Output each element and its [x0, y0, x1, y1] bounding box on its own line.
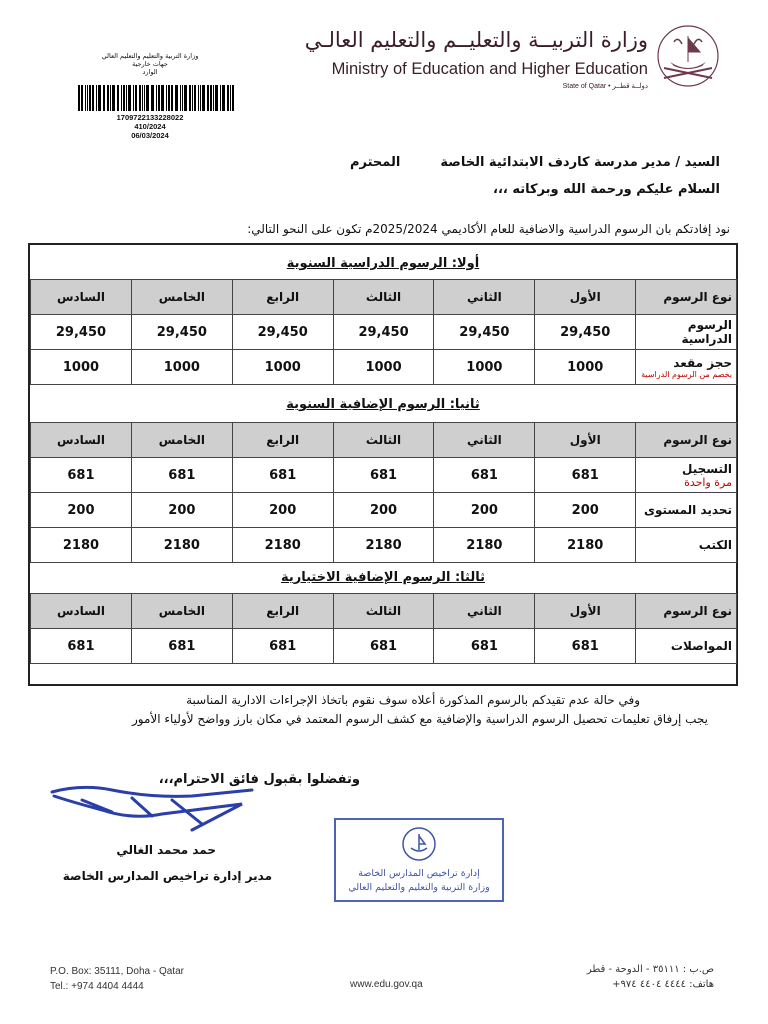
- barcode-bar: [158, 85, 160, 111]
- closing-line: وتفضلوا بقبول فائق الاحترام،،،: [158, 772, 360, 787]
- barcode-bar: [215, 85, 218, 111]
- ministry-name-english: Ministry of Education and Higher Education: [331, 60, 648, 78]
- barcode-bar: [128, 85, 131, 111]
- stamp-line: وزارة التربية والتعليم والتعليم العالي: [101, 52, 199, 60]
- barcode-bar: [81, 85, 83, 111]
- header-cell: الخامس: [131, 280, 232, 315]
- barcode-bar: [121, 85, 122, 111]
- barcode-bar: [133, 85, 134, 111]
- row-label: المواصلات: [636, 629, 737, 664]
- table-cell: 2180: [333, 528, 434, 563]
- barcode-bar: [78, 85, 80, 111]
- table-cell: 29,450: [434, 315, 535, 350]
- barcode-bar: [227, 85, 229, 111]
- header-cell: الخامس: [131, 594, 232, 629]
- reference-number: 410/2024: [134, 122, 166, 131]
- qatar-emblem-icon: [652, 22, 724, 92]
- stamp-emblem-icon: [401, 826, 437, 862]
- greeting: السلام عليكم ورحمة الله وبركاته ،،،: [493, 182, 720, 197]
- barcode-bar: [107, 85, 109, 111]
- barcode-bar: [135, 85, 137, 111]
- barcode-bar: [98, 85, 101, 111]
- note-line: يجب إرفاق تعليمات تحصيل الرسوم الدراسية والإضافية مع كشف الرسوم المعتمد في مكان بارز وواضح لأولياء الأمور: [131, 712, 708, 726]
- table-cell: 29,450: [131, 315, 232, 350]
- footer-po-box: P.O. Box: 35111, Doha - Qatar: [50, 966, 184, 977]
- table-cell: 2180: [434, 528, 535, 563]
- barcode-bar: [103, 85, 105, 111]
- table-cell: 200: [333, 493, 434, 528]
- header-cell: الأول: [535, 594, 636, 629]
- note-line: وفي حالة عدم تقيدكم بالرسوم المذكورة أعلاه سوف نقوم باتخاذ الإجراءات الادارية المناسبة: [186, 693, 640, 707]
- barcode-bar: [126, 85, 127, 111]
- table-row: [31, 493, 737, 528]
- barcode-bar: [222, 85, 225, 111]
- row-label: التسجيل: [682, 461, 732, 476]
- header-cell: السادس: [31, 594, 132, 629]
- barcode-bar: [96, 85, 97, 111]
- header-cell: نوع الرسوم: [636, 594, 737, 629]
- table-cell: 2180: [131, 528, 232, 563]
- row-note: مرة واحدة: [684, 475, 732, 489]
- header-cell: الثاني: [434, 280, 535, 315]
- header-cell: الثالث: [333, 280, 434, 315]
- table-cell: 1000: [232, 350, 333, 385]
- stamp-line: إدارة تراخيص المدارس الخاصة: [358, 868, 480, 879]
- barcode-bar: [92, 85, 94, 111]
- table-cell: 29,450: [333, 315, 434, 350]
- table-cell: 200: [434, 493, 535, 528]
- signature-icon: [42, 780, 272, 840]
- table-row: [31, 350, 737, 385]
- header-cell: الثاني: [434, 423, 535, 458]
- header-cell: الثاني: [434, 594, 535, 629]
- barcode-bar: [156, 85, 157, 111]
- state-of-qatar-line: State of Qatar • دولــة قطــر: [562, 83, 648, 90]
- ministry-name-arabic: وزارة التربيــة والتعليــم والتعليم العالـي: [304, 28, 648, 52]
- header-cell: الخامس: [131, 423, 232, 458]
- footer-website-link[interactable]: www.edu.gov.qa: [350, 979, 423, 990]
- barcode-bar: [210, 85, 212, 111]
- table-cell: 1000: [434, 350, 535, 385]
- table-cell: 681: [434, 629, 535, 664]
- barcode-bar: [144, 85, 145, 111]
- header-cell: السادس: [31, 423, 132, 458]
- barcode-bar: [161, 85, 164, 111]
- incoming-stamp-text: [0, 52, 300, 76]
- row-label: الكتب: [636, 528, 737, 563]
- stamp-line: الوارد: [142, 68, 158, 76]
- table-cell: 29,450: [232, 315, 333, 350]
- fees-table-additional: [30, 422, 737, 563]
- barcode-bar: [207, 85, 209, 111]
- table-cell: 200: [31, 493, 132, 528]
- barcode-bar: [194, 85, 196, 111]
- row-label: حجز مقعد: [673, 355, 732, 370]
- table-cell: 200: [232, 493, 333, 528]
- table-cell: 681: [535, 458, 636, 493]
- barcode-bar: [182, 85, 183, 111]
- row-note: يخصم من الرسوم الدراسية: [641, 369, 732, 379]
- honorific: المحترم: [350, 155, 401, 170]
- table-cell: 29,450: [535, 315, 636, 350]
- table-cell: 29,450: [31, 315, 132, 350]
- header-cell: نوع الرسوم: [636, 423, 737, 458]
- barcode: [78, 85, 238, 111]
- fees-table-annual: [30, 279, 737, 385]
- header-cell: الثالث: [333, 594, 434, 629]
- table-header-row: [31, 280, 737, 315]
- header-cell: نوع الرسوم: [636, 280, 737, 315]
- barcode-bar: [200, 85, 201, 111]
- barcode-bar: [232, 85, 234, 111]
- official-stamp: [334, 818, 504, 902]
- barcode-bar: [189, 85, 191, 111]
- barcode-number: 1709722133228022: [116, 113, 184, 122]
- barcode-bar: [123, 85, 125, 111]
- footer-telephone: Tel.: +974 4404 4444: [50, 981, 144, 992]
- barcode-bar: [168, 85, 170, 111]
- barcode-bar: [146, 85, 149, 111]
- barcode-bar: [110, 85, 111, 111]
- section-title: ثالثا: الرسوم الإضافية الاختيارية: [280, 570, 486, 585]
- table-cell: 681: [31, 629, 132, 664]
- intro-text: نود إفادتكم بان الرسوم الدراسية والاضافية للعام الأكاديمي 2025/2024م تكون على النحو التالي:: [247, 222, 730, 236]
- table-cell: 2180: [232, 528, 333, 563]
- row-label-cell: [636, 458, 737, 493]
- table-row: [31, 315, 737, 350]
- table-cell: 681: [333, 629, 434, 664]
- table-cell: 681: [131, 629, 232, 664]
- header-cell: الرابع: [232, 280, 333, 315]
- table-cell: 2180: [535, 528, 636, 563]
- addressee: السيد / مدير مدرسة كاردف الابتدائية الخاصة: [440, 155, 720, 170]
- barcode-bar: [192, 85, 193, 111]
- stamp-line: وزارة التربية والتعليم والتعليم العالي: [348, 882, 490, 893]
- footer-po-box-arabic: ص.ب : ٣٥١١١ - الدوحة - قطر: [586, 964, 714, 975]
- table-cell: 681: [232, 629, 333, 664]
- barcode-bar: [117, 85, 119, 111]
- barcode-bar: [171, 85, 173, 111]
- footer-telephone-arabic: هاتف: ٤٤٤٤ ٤٤٠٤ ٩٧٤+: [612, 979, 714, 990]
- barcode-bar: [202, 85, 205, 111]
- table-cell: 681: [232, 458, 333, 493]
- table-cell: 681: [31, 458, 132, 493]
- table-cell: 200: [131, 493, 232, 528]
- table-cell: 1000: [535, 350, 636, 385]
- barcode-bar: [139, 85, 141, 111]
- table-row: [31, 458, 737, 493]
- table-cell: 2180: [31, 528, 132, 563]
- barcode-bar: [166, 85, 167, 111]
- section-title: ثانيا: الرسوم الإضافية السنوية: [286, 397, 480, 412]
- table-header-row: [31, 594, 737, 629]
- header-cell: الأول: [535, 280, 636, 315]
- table-row: [31, 629, 737, 664]
- barcode-bar: [89, 85, 91, 111]
- signatory-name: حمد محمد الغالي: [116, 843, 216, 857]
- table-cell: 681: [535, 629, 636, 664]
- table-cell: 681: [131, 458, 232, 493]
- row-label: الرسوم الدراسية: [636, 315, 737, 350]
- letter-date: 06/03/2024: [131, 131, 169, 140]
- fees-table-optional: [30, 593, 737, 664]
- barcode-bar: [180, 85, 181, 111]
- barcode-bar: [175, 85, 178, 111]
- table-cell: 1000: [131, 350, 232, 385]
- header-cell: الرابع: [232, 594, 333, 629]
- row-label-cell: [636, 350, 737, 385]
- header-cell: الثالث: [333, 423, 434, 458]
- barcode-bar: [112, 85, 115, 111]
- barcode-bar: [151, 85, 154, 111]
- table-row: [31, 528, 737, 563]
- header-cell: السادس: [31, 280, 132, 315]
- barcode-bar: [213, 85, 214, 111]
- barcode-bar: [220, 85, 221, 111]
- table-cell: 1000: [333, 350, 434, 385]
- barcode-bar: [198, 85, 199, 111]
- table-cell: 1000: [31, 350, 132, 385]
- barcode-bar: [230, 85, 231, 111]
- table-header-row: [31, 423, 737, 458]
- stamp-line: جهات خارجية: [132, 60, 168, 68]
- table-cell: 681: [333, 458, 434, 493]
- barcode-bar: [87, 85, 88, 111]
- table-cell: 200: [535, 493, 636, 528]
- signatory-title: مدير إدارة تراخيص المدارس الخاصة: [62, 869, 272, 883]
- header-cell: الرابع: [232, 423, 333, 458]
- section-title: أولا: الرسوم الدراسية السنوية: [286, 256, 480, 271]
- barcode-bar: [85, 85, 86, 111]
- barcode-bar: [142, 85, 143, 111]
- table-cell: 681: [434, 458, 535, 493]
- header-cell: الأول: [535, 423, 636, 458]
- row-label: تحديد المستوى: [636, 493, 737, 528]
- barcode-bar: [184, 85, 187, 111]
